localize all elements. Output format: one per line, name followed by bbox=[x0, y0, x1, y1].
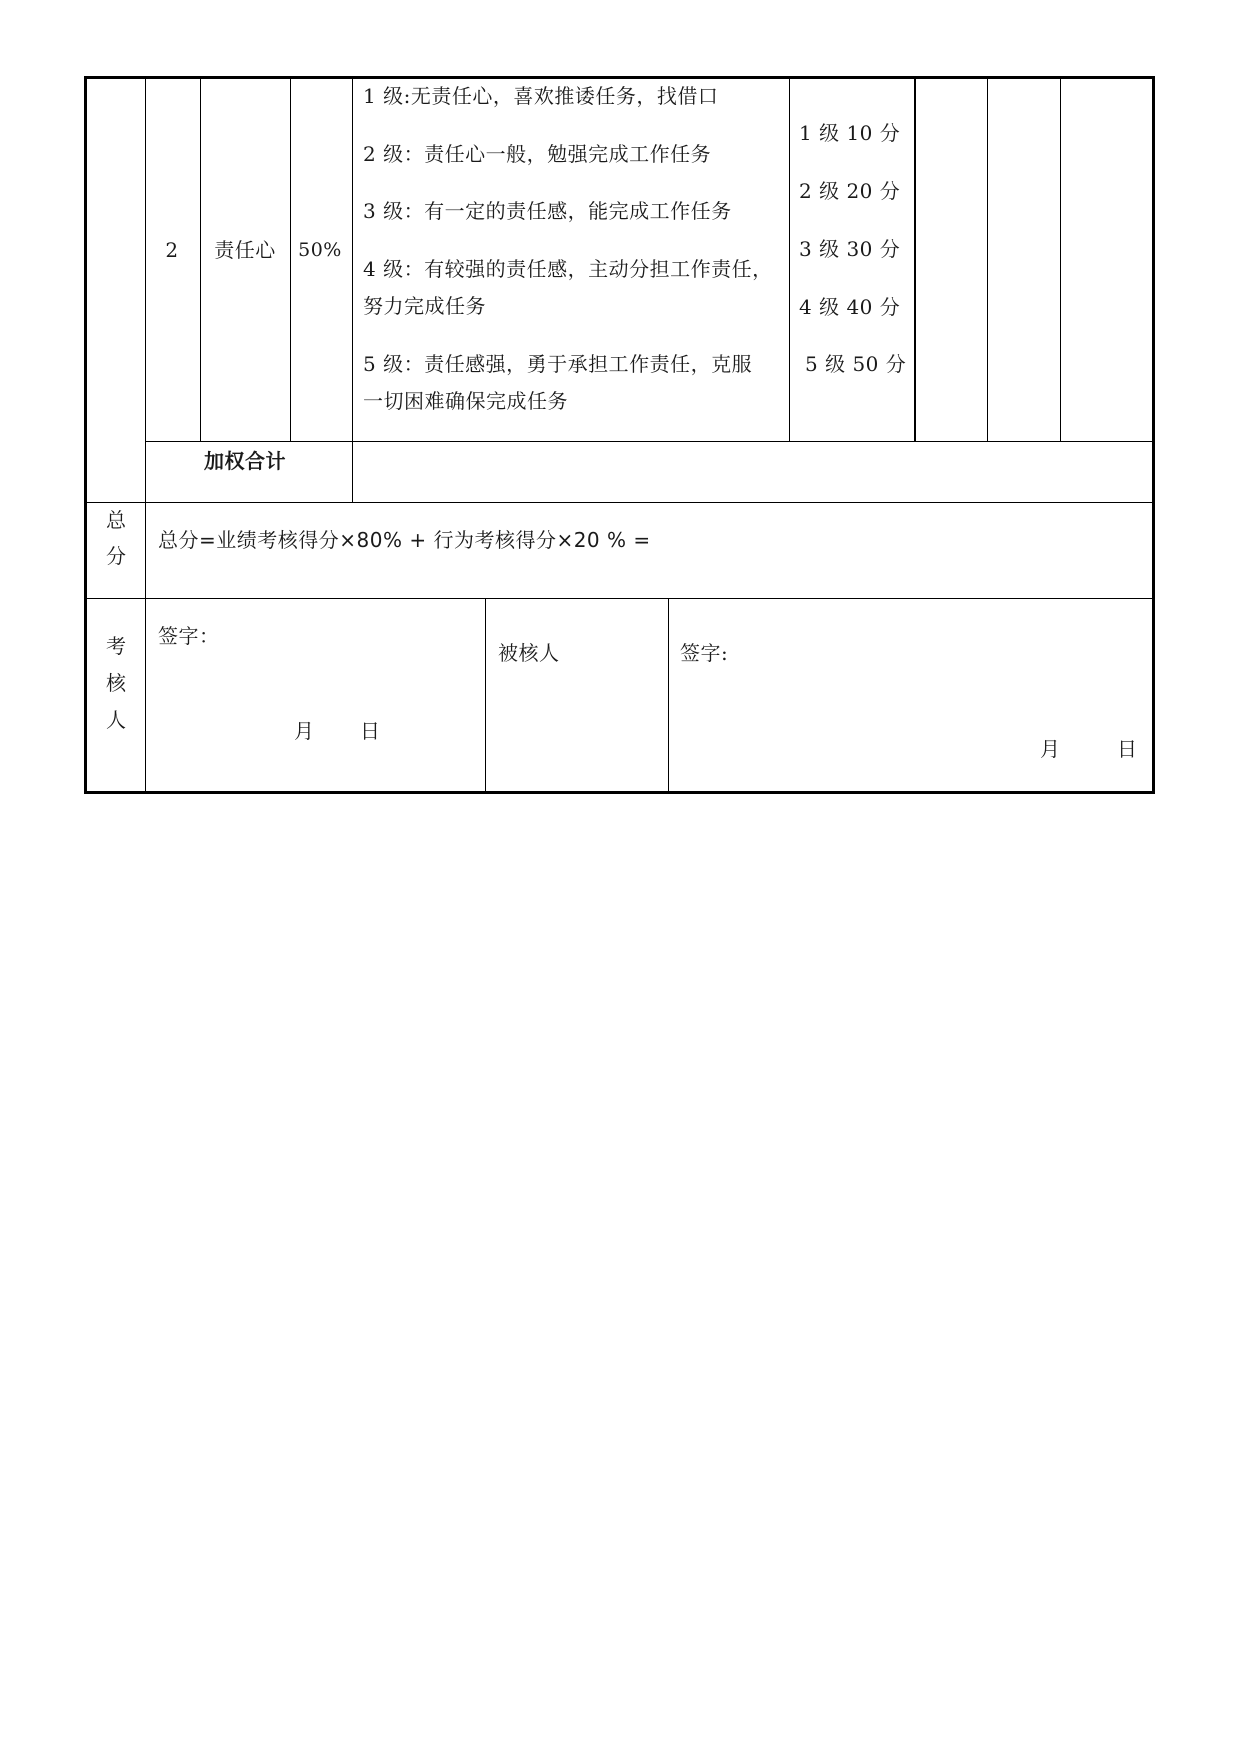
assessor-signature-label: 签字： bbox=[158, 624, 220, 648]
criteria-line: 3 级：有一定的责任感，能完成工作任务 bbox=[363, 199, 732, 223]
table-divider bbox=[145, 502, 146, 792]
table-divider bbox=[86, 598, 1153, 599]
score-level: 2 级 20 分 bbox=[799, 179, 901, 203]
score-level: 3 级 30 分 bbox=[799, 237, 901, 261]
assessor-label: 考 bbox=[106, 634, 127, 658]
criteria-line: 努力完成任务 bbox=[363, 294, 486, 318]
score-level: 4 级 40 分 bbox=[799, 295, 901, 319]
criteria-line: 2 级：责任心一般，勉强完成工作任务 bbox=[363, 142, 712, 166]
assessee-day: 日 bbox=[1117, 737, 1138, 761]
row-item: 责任心 bbox=[214, 238, 276, 262]
criteria-line: 5 级：责任感强，勇于承担工作责任，克服 bbox=[363, 352, 753, 376]
table-divider bbox=[145, 441, 1153, 442]
assessee-signature-label: 签字: bbox=[680, 641, 729, 665]
score-level: 1 级 10 分 bbox=[799, 121, 901, 145]
table-divider bbox=[1060, 76, 1061, 441]
assessor-day: 日 bbox=[360, 719, 381, 743]
table-divider bbox=[668, 598, 669, 792]
row-index: 2 bbox=[165, 238, 179, 262]
table-divider bbox=[145, 76, 146, 503]
assessor-label: 核 bbox=[106, 671, 127, 695]
table-divider bbox=[789, 76, 790, 441]
score-level: 5 级 50 分 bbox=[805, 352, 907, 376]
table-divider bbox=[485, 598, 486, 792]
table-divider bbox=[200, 76, 201, 441]
assessee-month: 月 bbox=[1040, 737, 1061, 761]
criteria-line: 4 级：有较强的责任感，主动分担工作责任， bbox=[363, 257, 773, 281]
table-divider bbox=[290, 76, 291, 441]
criteria-line: 1 级:无责任心，喜欢推诿任务，找借口 bbox=[363, 84, 719, 108]
table-divider bbox=[987, 76, 988, 441]
criteria-line: 一切困难确保完成任务 bbox=[363, 389, 568, 413]
assessor-month: 月 bbox=[294, 719, 315, 743]
table-divider bbox=[914, 76, 916, 441]
total-label: 总 bbox=[106, 508, 127, 532]
evaluation-table bbox=[84, 76, 1155, 794]
assessor-label: 人 bbox=[106, 708, 127, 732]
table-divider bbox=[86, 502, 1153, 503]
table-divider bbox=[352, 76, 353, 503]
assessee-label: 被核人 bbox=[498, 641, 560, 665]
weighted-total-label: 加权合计 bbox=[204, 449, 286, 473]
total-label: 分 bbox=[106, 544, 127, 568]
total-formula: 总分=业绩考核得分×80% + 行为考核得分×20 % = bbox=[158, 528, 651, 552]
row-weight: 50% bbox=[298, 239, 342, 261]
